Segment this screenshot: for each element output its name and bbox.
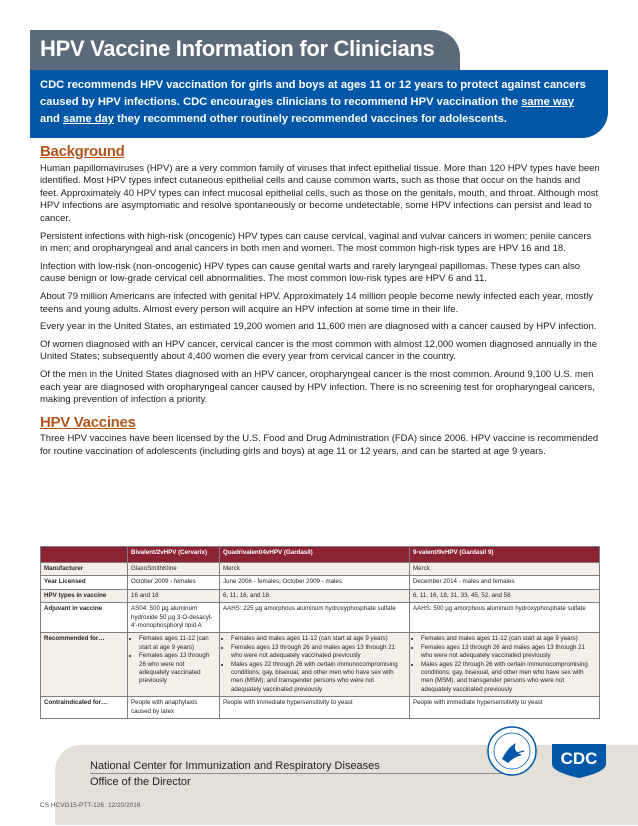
table-header-bivalent: Bivalent/2vHPV (Cervarix) [128,547,220,563]
intro-same-day: same day [63,113,114,125]
table-cell [128,633,220,697]
table-cell: December 2014 - males and females [409,576,599,589]
table-row [41,603,600,633]
table-cell [409,633,599,697]
background-paragraph: Of women diagnosed with an HPV cancer, cervical cancer is the most common with almost 12,000 women diagnosed annually in the United States; subsequently about 4,400 women die every year from cervical cancer in the country. [40,338,598,363]
recommended-list [131,635,216,685]
table-cell: People with immediate hypersensitivity to yeast [409,697,599,719]
footer-office: Office of the Director [90,776,191,788]
table-header-empty [41,547,128,563]
footer-divider [90,773,510,774]
list-item: • Males ages 22 through 26 with certain immunocompromising conditions; gay, bisexual, and other men who have sex with men (MSM); and transgender persons who were not adequately vaccinated previously [231,661,406,695]
table-cell: Merck [219,563,409,576]
row-label: Contraindicated for… [41,697,128,719]
background-paragraph: Persistent infections with high-risk (oncogenic) HPV types can cause cervical, vaginal and vulvar cancers in women; penile cancers in men; and oropharyngeal and anal cancers in both men and women. The most common high-risk types are HPV 16 and 18. [40,230,592,255]
vaccine-table [40,546,600,719]
background-paragraph: Infection with low-risk (non-oncogenic) HPV types can cause genital warts and rarely laryngeal papillomas. These types can also cause benign or low-grade cervical cell abnormalities. The most common low-risk types are HPV 6 and 11. [40,260,581,285]
intro-part1: CDC recommends HPV vaccination for girls and boys at ages 11 or 12 years to protect against cancers caused by HPV infections. CDC encourages clinicians to recommend HPV vaccination the [40,79,586,108]
row-label: Year Licensed [41,576,128,589]
intro-text [40,77,595,128]
vaccines-heading: HPV Vaccines [40,413,136,431]
list-item: • Females ages 11-12 (can start at age 9 years) [139,635,216,652]
background-heading: Background [40,143,125,160]
intro-part2: they recommend other routinely recommended vaccines for adolescents. [114,113,507,125]
table-cell: AAHS: 500 µg amorphous aluminum hydroxyphosphate sulfate [409,603,599,633]
table-cell: October 2009 - females [128,576,220,589]
table-cell: 6, 11, 16, and 18 [219,589,409,602]
recommended-list [223,635,406,694]
background-paragraph: Every year in the United States, an estimated 19,200 women and 11,600 men are diagnosed with a cancer caused by HPV infection. [40,321,597,333]
background-paragraph: Of the men in the United States diagnosed with an HPV cancer, oropharyngeal cancer is the most common. Around 9,100 U.S. men each year are diagnosed with oropharyngeal cancer caused by HPV infection. There is no screening test for oropharyngeal cancers, making prevention of infection a priority. [40,368,595,406]
row-label: Adjuvant in vaccine [41,603,128,633]
page-title: HPV Vaccine Information for Clinicians [40,36,435,61]
table-cell: People with anaphylaxis caused by latex [128,697,220,719]
document-date: 12/20/2016 [108,802,141,809]
background-paragraph: Human papillomaviruses (HPV) are a very common family of viruses that infect epithelial tissue. More than 120 HPV types have been identified. Most HPV types infect cutaneous epithelial cells and cause common warts, such as those that occur on the hands and feet. Approximately 40 HPV types can infect mucosal epithelial cells, such as those on the genitals, mouth, and throat. Although most HPV infections are asymptomatic and resolve spontaneously or become undetectable, some HPV infections can persist and lead to cancer. [40,162,600,224]
footer-center-name: National Center for Immunization and Respiratory Diseases [90,760,380,772]
list-item: • Females ages 13 through 26 who were not adequately vaccinated previously [139,652,216,686]
intro-same-way: same way [521,96,575,108]
table-cell: Merck [409,563,599,576]
cdc-logo [548,740,610,780]
table-cell: GlaxoSmithKline [128,563,220,576]
table-cell: June 2006 - females; October 2009 - males [219,576,409,589]
list-item: • Females ages 13 through 26 and males ages 13 through 21 who were not adequately vaccinated previously [231,644,406,661]
list-item: • Females and males ages 11-12 (can start at age 9 years) [421,635,596,643]
table-cell: AS04: 500 µg aluminum hydroxide 50 µg 3-O-desacyl-4'-monophosphoryl lipid A [128,603,220,633]
background-paragraph: About 79 million Americans are infected with genital HPV. Approximately 14 million people become newly infected each year, mostly teens and young adults. Almost every person will acquire an HPV infection at some time in their life. [40,290,594,315]
table-header-9valent: 9-valent/9vHPV (Gardasil 9) [409,547,599,563]
cdc-logo-svg [548,740,610,780]
main-content [40,143,600,463]
table-cell: AAHS: 225 µg amorphous aluminum hydroxyphosphate sulfate [219,603,409,633]
table-row [41,589,600,602]
hhs-seal-svg [486,725,538,777]
row-label: Recommended for… [41,633,128,697]
table-row [41,563,600,576]
recommended-list [413,635,596,694]
table-cell: People with immediate hypersensitivity to yeast [219,697,409,719]
list-item: • Males ages 22 through 26 with certain immunocompromising conditions; gay, bisexual, and other men who have sex with men (MSM); and transgender persons who were not adequately vaccinated previously [421,661,596,695]
row-label: Manufacturer [41,563,128,576]
cdc-logo-text: CDC [560,749,598,768]
table-cell: 16 and 18 [128,589,220,602]
row-label: HPV types in vaccine [41,589,128,602]
table-header-quadrivalent: Quadrivalent/4vHPV (Gardasil) [219,547,409,563]
list-item: • Females ages 13 through 26 and males ages 13 through 21 who were not adequately vaccinated previously [421,644,596,661]
table-cell: 6, 11, 16, 18, 31, 33, 45, 52, and 58 [409,589,599,602]
table-cell [219,633,409,697]
hhs-seal-icon [486,725,538,777]
table-row [41,633,600,697]
vaccines-intro: Three HPV vaccines have been licensed by the U.S. Food and Drug Administration (FDA) since 2006. HPV vaccine is recommended for routine vaccination of adolescents (including girls and boys) at age 11 or 12 years, and can be started at age 9 years. [40,433,599,457]
table-row [41,576,600,589]
list-item: • Females and males ages 11-12 (can start at age 9 years) [231,635,406,643]
table-row [41,697,600,719]
document-code: CS HCVG15-PTT-126 [40,802,104,809]
table-header-row [41,547,600,563]
intro-and: and [40,113,63,125]
